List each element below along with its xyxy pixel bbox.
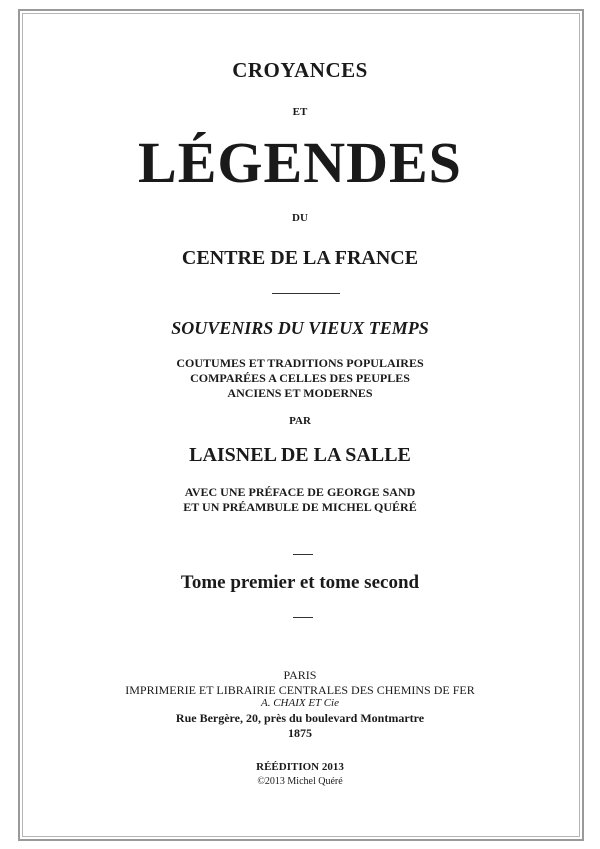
preface-line-2: ET UN PRÉAMBULE DE MICHEL QUÉRÉ xyxy=(183,500,417,514)
imprint-firm: A. CHAIX ET Cie xyxy=(260,697,339,709)
short-dash-rule xyxy=(293,554,313,555)
subtitle-souvenirs: SOUVENIRS DU VIEUX TEMPS xyxy=(171,318,429,338)
reissue-copyright: ©2013 Michel Quéré xyxy=(257,776,343,787)
author-name: LAISNEL DE LA SALLE xyxy=(189,444,411,466)
imprint-address: Rue Bergère, 20, près du boulevard Montmartre xyxy=(175,711,425,725)
imprint-printer: IMPRIMERIE ET LIBRAIRIE CENTRALES DES CHEMINS DE FER xyxy=(125,683,475,697)
volume-title: Tome premier et tome second xyxy=(180,572,420,593)
description-line-2: COMPARÉES A CELLES DES PEUPLES xyxy=(190,371,410,385)
imprint-year: 1875 xyxy=(288,726,312,740)
title-croyances: CROYANCES xyxy=(232,58,368,82)
reissue-edition: RÉÉDITION 2013 xyxy=(256,761,344,773)
divider-rule xyxy=(272,293,340,294)
description-line-1: COUTUMES ET TRADITIONS POPULAIRES xyxy=(176,356,424,370)
title-legendes: LÉGENDES xyxy=(138,130,462,195)
title-du: DU xyxy=(292,212,308,224)
description-line-3: ANCIENS ET MODERNES xyxy=(227,386,373,400)
preface-line-1: AVEC UNE PRÉFACE DE GEORGE SAND xyxy=(184,485,416,499)
imprint-city: PARIS xyxy=(283,668,317,682)
short-dash-rule xyxy=(293,617,313,618)
title-et: ET xyxy=(292,106,308,118)
by-label: PAR xyxy=(289,415,311,427)
title-centre-de-la-france: CENTRE DE LA FRANCE xyxy=(181,247,419,269)
